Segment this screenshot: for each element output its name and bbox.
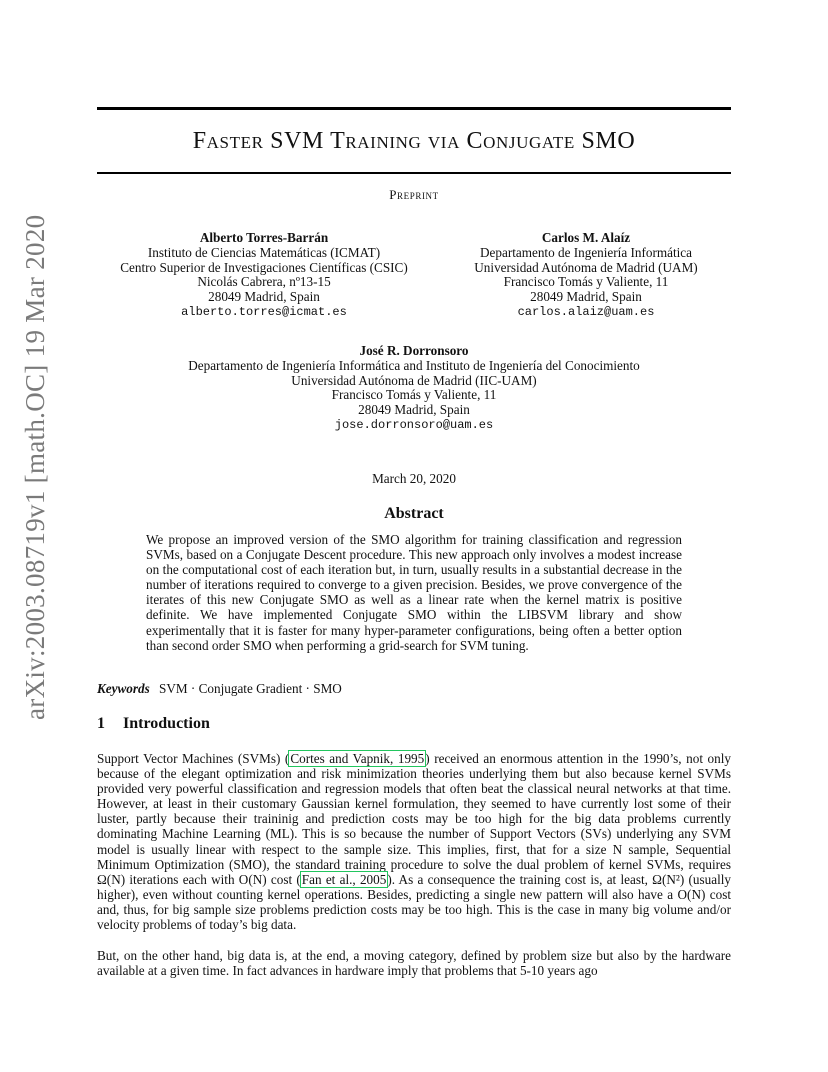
author-affiliation-line: 28049 Madrid, Spain bbox=[358, 402, 470, 418]
citation-link[interactable]: Fan et al., 2005 bbox=[301, 871, 387, 887]
author-affiliation-line: Francisco Tomás y Valiente, 11 bbox=[503, 274, 669, 290]
arxiv-identifier: arXiv:2003.08719v1 [math.OC] 19 Mar 2020 bbox=[20, 214, 50, 720]
author-affiliation-line: Departamento de Ingeniería Informática and Instituto de Ingeniería del Conocimiento bbox=[188, 357, 640, 373]
author-affiliation-line: Francisco Tomás y Valiente, 11 bbox=[331, 387, 497, 403]
author-affiliation-line: 28049 Madrid, Spain bbox=[530, 289, 642, 305]
paragraph-text: Support Vector Machines (SVMs) ( bbox=[97, 751, 290, 766]
author-affiliation-line: Instituto de Ciencias Matemáticas (ICMAT) bbox=[147, 244, 381, 260]
title-bottom-rule bbox=[97, 172, 731, 174]
keywords-label: Keywords bbox=[97, 681, 150, 696]
abstract-text: We propose an improved version of the SMO algorithm for training classification and regression SVMs, based on a Conjugate Descent procedure. This new approach only involves a modest increase on the computational cost of each iteration but, in turn, usually results in a substantial decrease in the number of iterations required to converge to a given precision. Besides, we prove convergence of the iterates of this new Conjugate SMO as well as a linear rate when the kernel matrix is positive definite. We have implemented Conjugate SMO within the LIBSVM library and show experimentally that it is faster for many hyper-parameter configurations, being often a better option than second order SMO when performing a grid-search for SVM tuning. bbox=[146, 532, 682, 653]
author-block bbox=[446, 231, 726, 320]
section-heading bbox=[97, 715, 731, 733]
author-affiliation-line: 28049 Madrid, Spain bbox=[208, 289, 320, 305]
author-block bbox=[140, 344, 688, 433]
author-name: Carlos M. Alaíz bbox=[541, 230, 631, 245]
section-number: 1 bbox=[97, 715, 105, 732]
preprint-label: Preprint bbox=[389, 187, 439, 202]
author-name: Alberto Torres-Barrán bbox=[199, 230, 329, 245]
body-paragraph: But, on the other hand, big data is, at the end, a moving category, defined by problem size but also by the hardware available at a given time. In fact advances in hardware imply that problems that 5-10 years ago bbox=[97, 948, 731, 979]
author-name: José R. Dorronsoro bbox=[359, 343, 469, 358]
section-title: Introduction bbox=[123, 715, 210, 732]
paragraph-text: ). As a consequence the training cost is, at least, Ω(N²) (usually higher), even without counting kernel operations. Besides, predicting a single new pattern will also have a O(N) cost and, thus, for big sample size problems prediction costs may be too high. This is the case in many big volume and/or velocity problems of today’s big data. bbox=[97, 871, 731, 933]
author-block bbox=[105, 231, 423, 320]
keywords-line bbox=[97, 681, 731, 697]
title-top-rule bbox=[97, 107, 731, 110]
body-paragraph bbox=[97, 751, 731, 932]
paragraph-text: ) received an enormous attention in the 1990’s, not only because of the elegant optimization and risk minimization theories underlying them but also because kernel SVMs provided very powerful classification and regression models that often beat the classical neural networks at that time. However, at least in their customary Gaussian kernel formulation, they seemed to have currently lost some of their luster, partly because their traininig and prediction costs may be too high for the big data problems currently dominating Machine Learning (ML). This is so because the number of Support Vectors (SVs) underlying any SVM model is usually linear with respect to the sample size. This implies, first, that for a size N sample, Sequential Minimum Optimization (SMO), the standard training procedure to solve the dual problem of kernel SVMs, requires Ω(N) iterations each with O(N) cost ( bbox=[97, 751, 732, 887]
paper-date: March 20, 2020 bbox=[372, 471, 456, 486]
author-email[interactable]: jose.dorronsoro@uam.es bbox=[334, 417, 494, 432]
abstract-heading: Abstract bbox=[384, 505, 444, 522]
author-affiliation-line: Nicolás Cabrera, nº13-15 bbox=[197, 274, 331, 290]
author-email[interactable]: carlos.alaiz@uam.es bbox=[517, 304, 655, 319]
author-email[interactable]: alberto.torres@icmat.es bbox=[181, 304, 347, 319]
author-affiliation-line: Departamento de Ingeniería Informática bbox=[480, 244, 692, 260]
author-affiliation-line: Centro Superior de Investigaciones Científicas (CSIC) bbox=[120, 259, 408, 275]
author-affiliation-line: Universidad Autónoma de Madrid (UAM) bbox=[474, 259, 698, 275]
citation-link[interactable]: Cortes and Vapnik, 1995 bbox=[290, 751, 425, 766]
keywords-text: SVM · Conjugate Gradient · SMO bbox=[159, 681, 342, 696]
paper-title: Faster SVM Training via Conjugate SMO bbox=[192, 128, 636, 154]
author-affiliation-line: Universidad Autónoma de Madrid (IIC-UAM) bbox=[291, 372, 537, 388]
